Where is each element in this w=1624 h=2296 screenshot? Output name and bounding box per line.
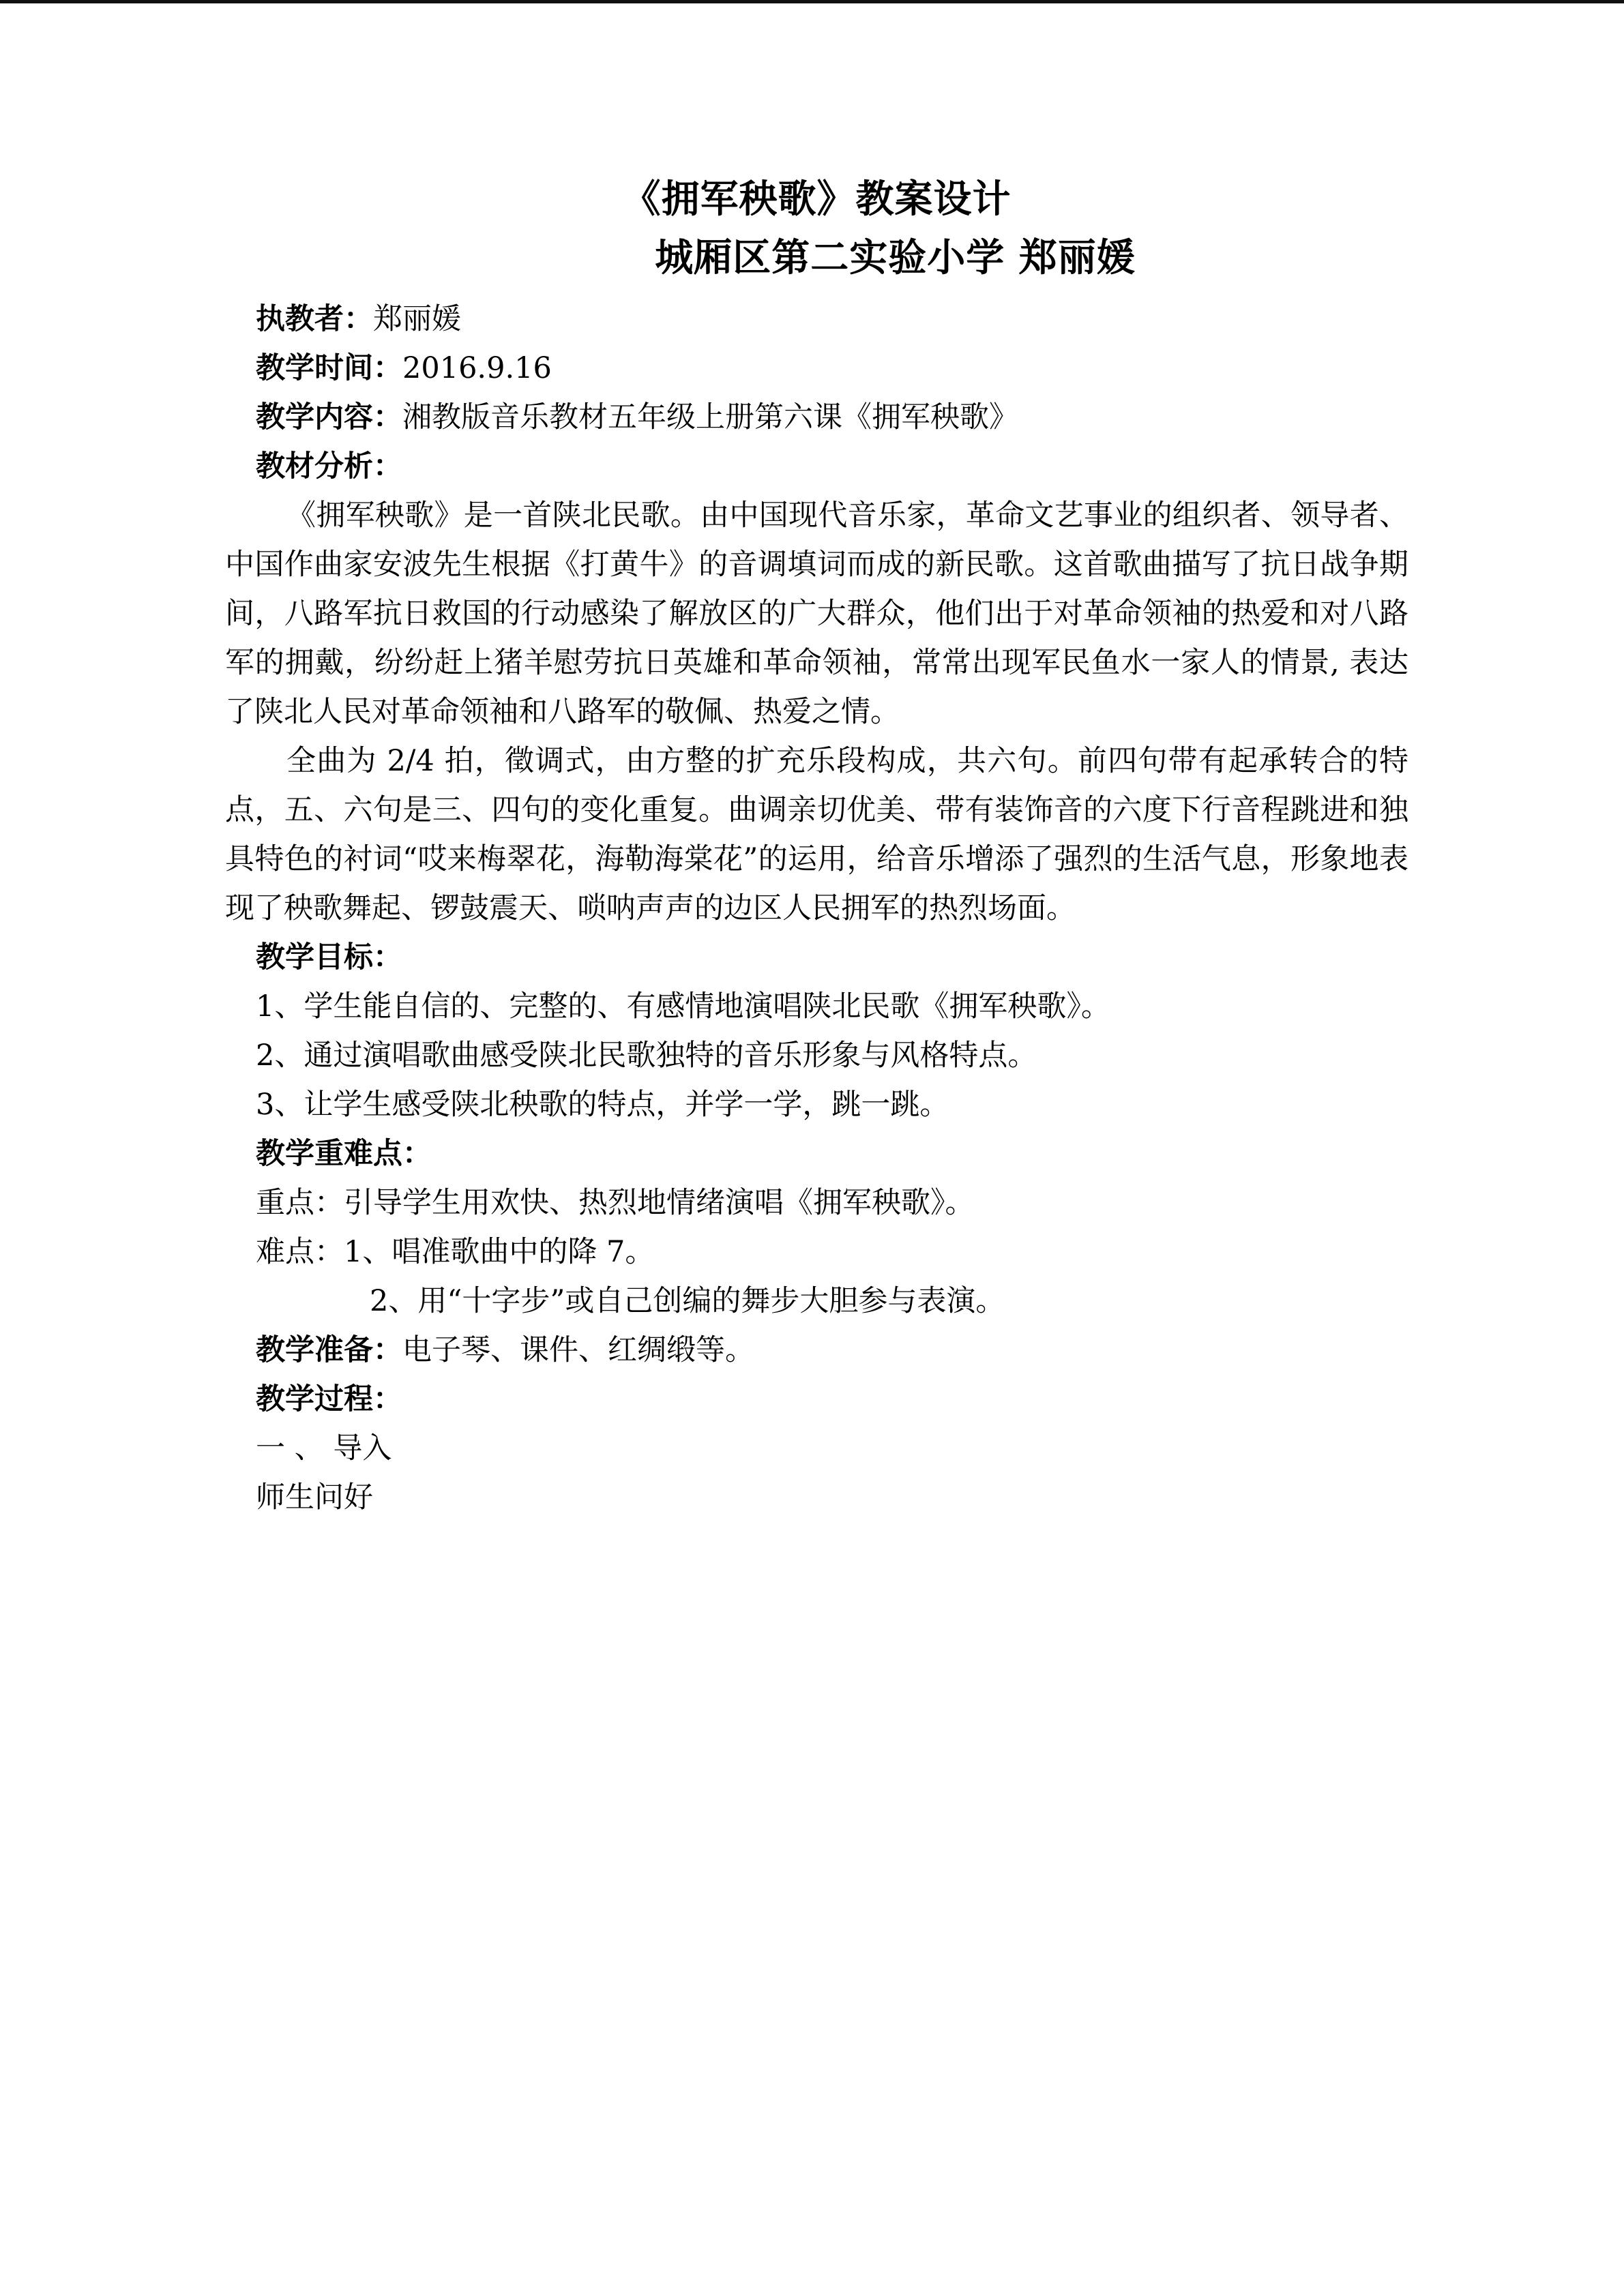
meta-value-teacher: 郑丽媛 xyxy=(373,302,461,336)
meta-label-content: 教学内容： xyxy=(256,400,402,434)
preparation-label: 教学准备： xyxy=(256,1333,402,1367)
spacer xyxy=(225,288,1408,295)
paragraph-material-analysis-1: 《拥军秧歌》是一首陕北民歌。由中国现代音乐家，革命文艺事业的组织者、领导者、中国作曲家安波先生根据《打黄牛》的音调填词而成的新民歌。这首歌曲描写了抗日战争期间，八路军抗日救国的行动感染了解放区的广大群众，他们出于对革命领袖的热爱和对八路军的拥戴，纷纷赶上猪羊慰劳抗日英雄和革命领袖，常常出现军民鱼水一家人的情景, 表达了陕北人民对革命领袖和八路军的敬佩、热爱之情。 xyxy=(225,498,1408,729)
meta-label-teacher: 执教者： xyxy=(256,302,373,336)
preparation-value: 电子琴、课件、红绸缎等。 xyxy=(402,1333,754,1367)
process-item-greeting: 师生问好 xyxy=(256,1480,373,1515)
section-heading-label: 教学重难点： xyxy=(256,1137,432,1171)
section-heading-label: 教材分析： xyxy=(256,449,402,483)
meta-value-content: 湘教版音乐教材五年级上册第六课《拥军秧歌》 xyxy=(402,400,1018,434)
scan-edge-band xyxy=(0,0,1624,3)
preparation-row xyxy=(225,1326,1408,1375)
meta-label-date: 教学时间： xyxy=(256,351,402,385)
difficult-point-row-1: 难点：1、唱准歌曲中的降 7。 xyxy=(256,1235,655,1269)
document-content xyxy=(225,170,1408,1522)
difficult-point-row-2: 2、用“十字步”或自己创编的舞步大胆参与表演。 xyxy=(370,1284,1005,1318)
section-heading-key-difficult xyxy=(225,1129,1408,1178)
section-heading-label: 教学目标： xyxy=(256,940,402,974)
section-heading-label: 教学过程： xyxy=(256,1382,402,1416)
section-heading-material-analysis xyxy=(225,442,1408,491)
key-point-row: 重点：引导学生用欢快、热烈地情绪演唱《拥军秧歌》。 xyxy=(256,1186,975,1220)
page-title: 《拥军秧歌》教案设计 xyxy=(622,177,1012,222)
objective-item-3: 3、让学生感受陕北秧歌的特点，并学一学，跳一跳。 xyxy=(256,1088,949,1122)
objective-item-2: 2、通过演唱歌曲感受陕北民歌独特的音乐形象与风格特点。 xyxy=(256,1039,1037,1073)
objective-item-1: 1、学生能自信的、完整的、有感情地演唱陕北民歌《拥军秧歌》。 xyxy=(256,989,1110,1024)
meta-row-content xyxy=(225,393,1408,442)
process-item-intro: 一 、 导入 xyxy=(256,1431,392,1465)
meta-row-date xyxy=(225,344,1408,393)
page-subtitle-school-author: 城厢区第二实验小学 郑丽媛 xyxy=(655,236,1136,280)
section-heading-process xyxy=(225,1375,1408,1424)
paragraph-material-analysis-2: 全曲为 2/4 拍，徵调式，由方整的扩充乐段构成，共六句。前四句带有起承转合的特点，五、六句是三、四句的变化重复。曲调亲切优美、带有装饰音的六度下行音程跳进和独具特色的衬词“哎来梅翠花，海勒海棠花”的运用，给音乐增添了强烈的生活气息，形象地表现了秧歌舞起、锣鼓震天、唢呐声声的边区人民拥军的热烈场面。 xyxy=(225,744,1408,925)
meta-row-teacher xyxy=(225,295,1408,344)
section-heading-objectives xyxy=(225,933,1408,982)
meta-value-date: 2016.9.16 xyxy=(402,351,552,385)
